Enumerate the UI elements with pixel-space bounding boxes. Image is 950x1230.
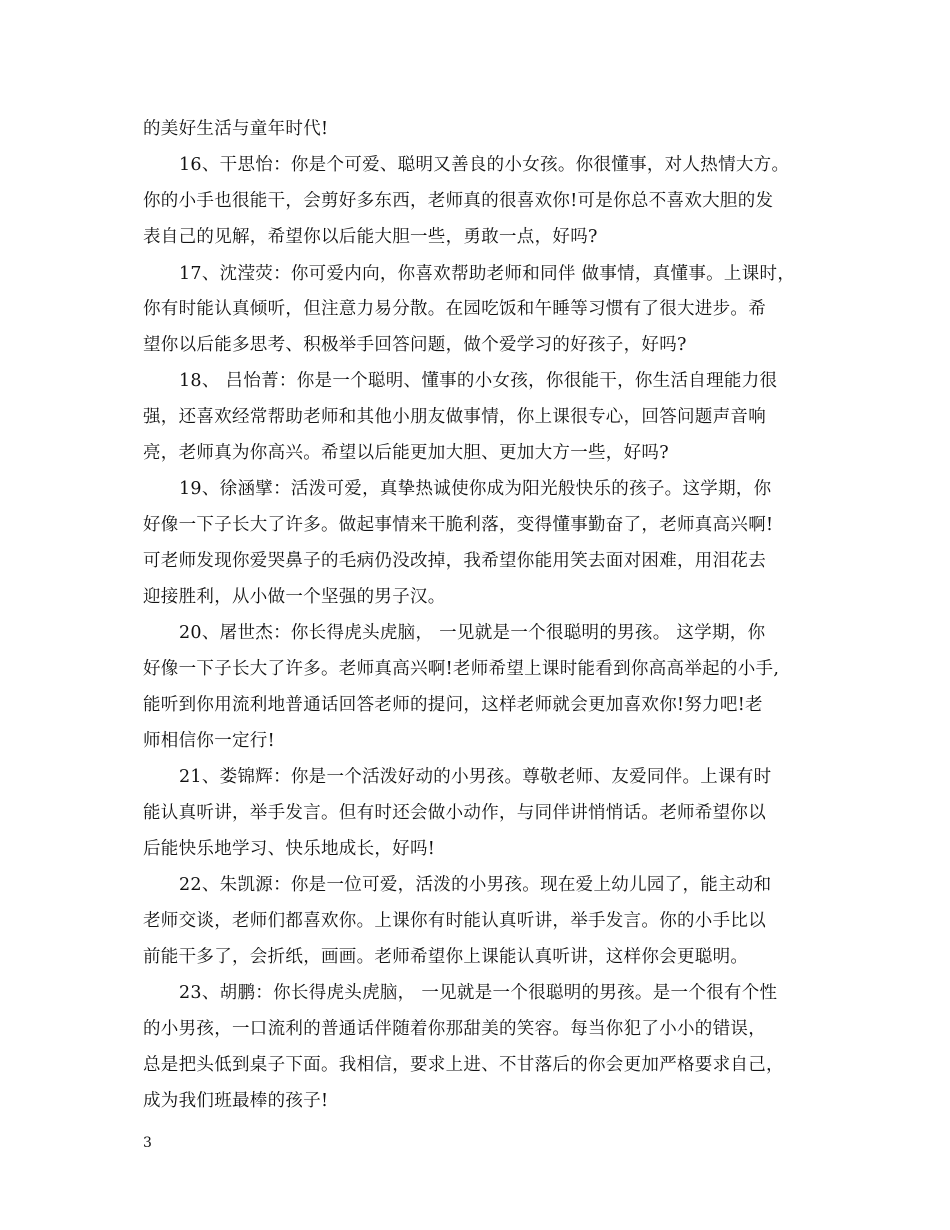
text-line: 21、娄锦辉：你是一个活泼好动的小男孩。尊敬老师、友爱同伴。上课有时 bbox=[179, 767, 772, 787]
text-line: 强，还喜欢经常帮助老师和其他小朋友做事情，你上课很专心，回答问题声音响 bbox=[143, 407, 766, 427]
text-line: 20、屠世杰：你长得虎头虎脑， 一见就是一个很聪明的男孩。 这学期，你 bbox=[179, 623, 766, 643]
page-number: 3 bbox=[143, 1135, 152, 1151]
text-line: 表自己的见解，希望你以后能大胆一些，勇敢一点，好吗? bbox=[143, 227, 598, 247]
text-line: 老师交谈，老师们都喜欢你。上课你有时能认真听讲，举手发言。你的小手比以 bbox=[143, 911, 766, 931]
text-line: 22、朱凯源：你是一位可爱，活泼的小男孩。现在爱上幼儿园了，能主动和 bbox=[179, 875, 772, 895]
text-line: 23、胡鹏：你长得虎头虎脑， 一见就是一个很聪明的男孩。是一个很有个性 bbox=[179, 983, 778, 1003]
text-line: 迎接胜利，从小做一个坚强的男子汉。 bbox=[143, 587, 446, 607]
text-line: 后能快乐地学习、快乐地成长，好吗! bbox=[143, 839, 436, 859]
text-line: 总是把头低到桌子下面。我相信，要求上进、不甘落后的你会更加严格要求自己， bbox=[143, 1055, 784, 1075]
text-line: 好像一下子长大了许多。老师真高兴啊!老师希望上课时能看到你高高举起的小手, bbox=[143, 659, 780, 679]
text-line: 能认真听讲，举手发言。但有时还会做小动作，与同伴讲悄悄话。老师希望你以 bbox=[143, 803, 766, 823]
text-line: 你有时能认真倾听，但注意力易分散。在园吃饭和午睡等习惯有了很大进步。希 bbox=[143, 299, 766, 319]
text-line: 16、干思怡：你是个可爱、聪明又善良的小女孩。你很懂事，对人热情大方。 bbox=[179, 155, 790, 175]
text-line: 成为我们班最棒的孩子! bbox=[143, 1091, 329, 1111]
text-line: 能听到你用流利地普通话回答老师的提问，这样老师就会更加喜欢你!努力吧!老 bbox=[143, 695, 763, 715]
text-line: 师相信你一定行! bbox=[143, 731, 275, 751]
text-line: 望你以后能多思考、积极举手回答问题，做个爱学习的好孩子，好吗? bbox=[143, 335, 687, 355]
text-line: 的小男孩，一口流利的普通话伴随着你那甜美的笑容。每当你犯了小小的错误， bbox=[143, 1019, 766, 1039]
text-line: 好像一下子长大了许多。做起事情来干脆利落，变得懂事勤奋了，老师真高兴啊! bbox=[143, 515, 774, 535]
text-line: 可老师发现你爱哭鼻子的毛病仍没改掉，我希望你能用笑去面对困难，用泪花去 bbox=[143, 551, 766, 571]
text-line: 17、沈滢荧：你可爱内向，你喜欢帮助老师和同伴 做事情，真懂事。上课时， bbox=[179, 264, 796, 284]
text-line: 你的小手也很能干，会剪好多东西，老师真的很喜欢你!可是你总不喜欢大胆的发 bbox=[143, 191, 774, 211]
text-line: 亮，老师真为你高兴。希望以后能更加大胆、更加大方一些，好吗? bbox=[143, 443, 669, 463]
text-line: 前能干多了，会折纸，画画。老师希望你上课能认真听讲，这样你会更聪明。 bbox=[143, 947, 749, 967]
text-line: 的美好生活与童年时代! bbox=[143, 119, 329, 139]
text-line: 19、徐涵擘：活泼可爱，真挚热诚使你成为阳光般快乐的孩子。这学期，你 bbox=[179, 479, 772, 499]
text-line: 18、 吕怡菁：你是一个聪明、懂事的小女孩，你很能干，你生活自理能力很 bbox=[179, 371, 778, 391]
